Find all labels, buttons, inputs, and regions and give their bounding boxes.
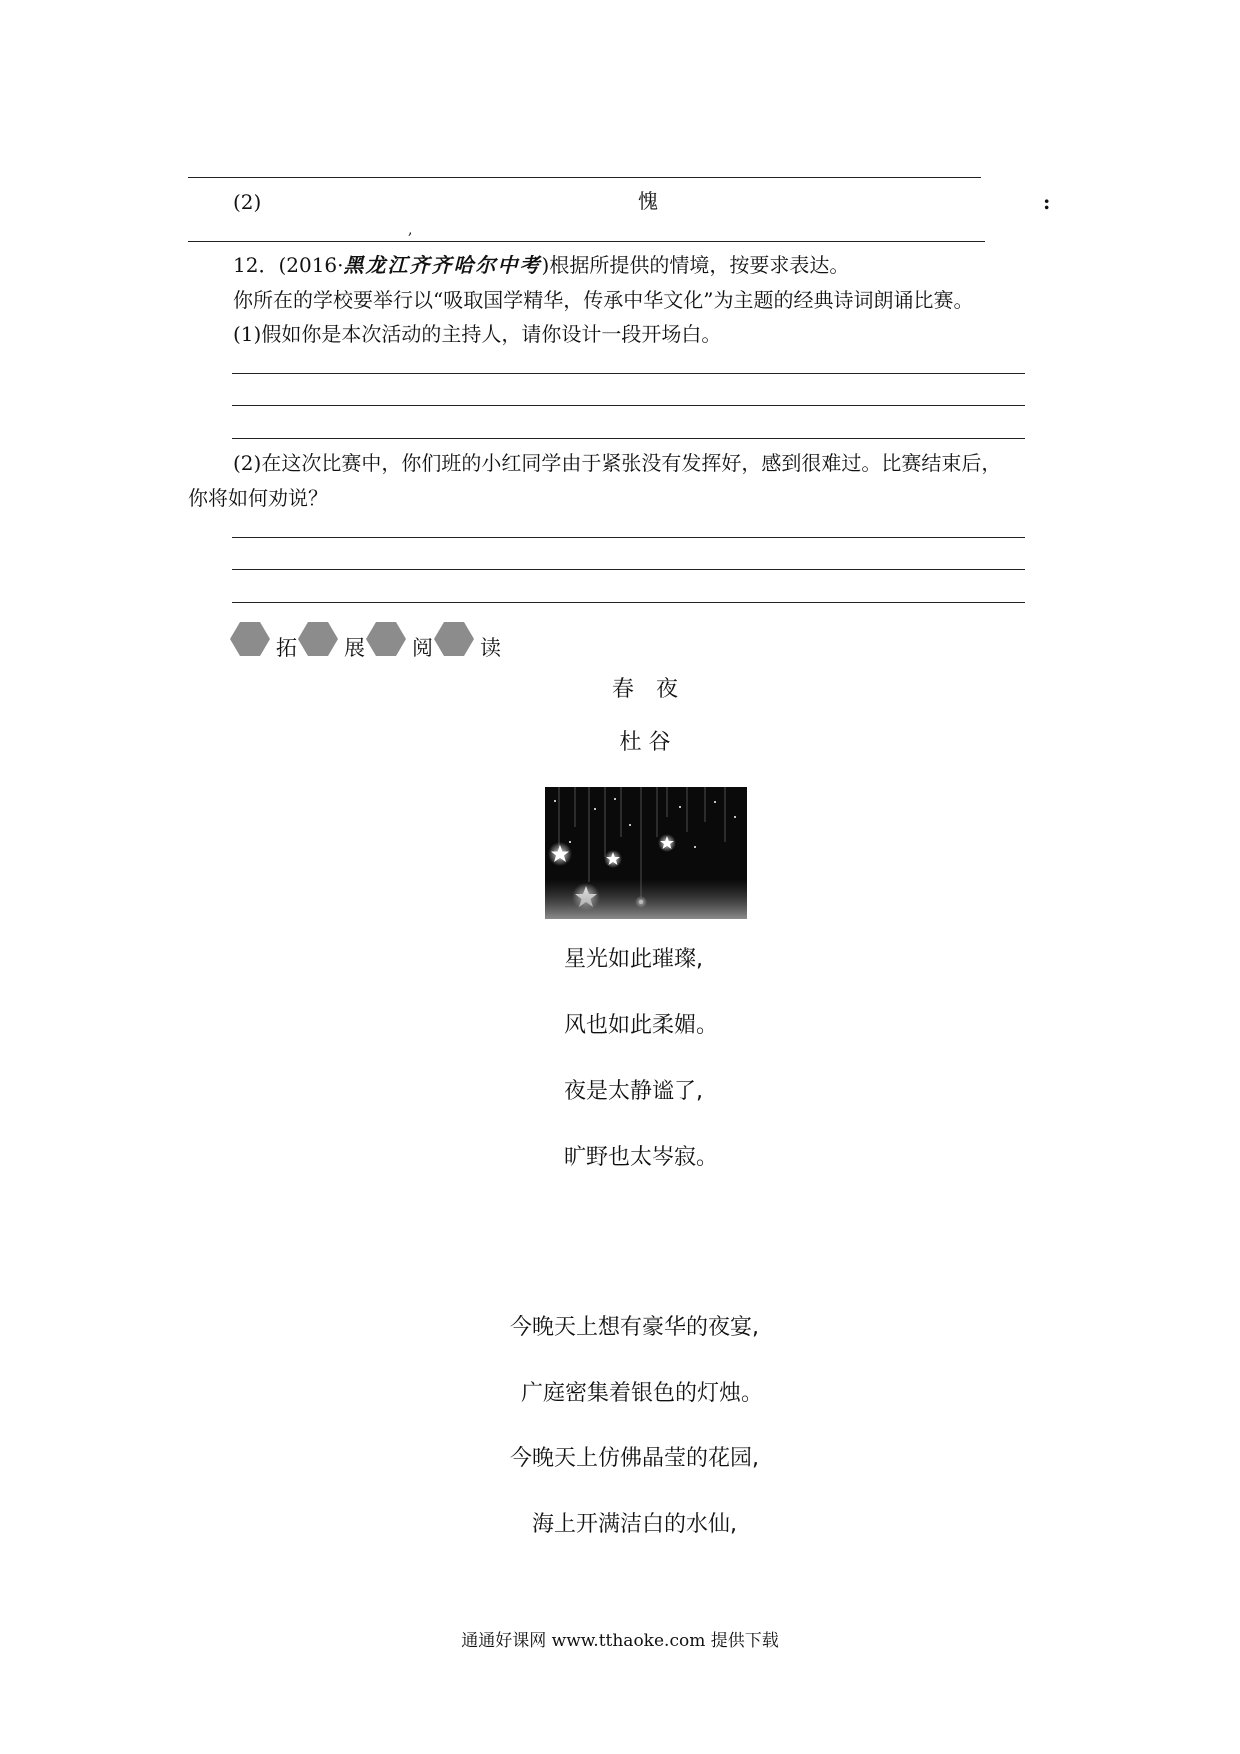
hexagon-icon bbox=[434, 622, 474, 656]
q12-part2-line1: (2)在这次比赛中，你们班的小红同学由于紧张没有发挥好，感到很难过。比赛结束后， bbox=[233, 451, 1002, 475]
answer-line bbox=[232, 405, 1025, 406]
q12-source: 黑龙江齐齐哈尔中考 bbox=[343, 253, 542, 277]
hexagon-icon bbox=[298, 622, 338, 656]
night-sky-graphic bbox=[545, 787, 747, 919]
section-char: 展 bbox=[344, 636, 365, 660]
poem-line: 风也如此柔媚。 bbox=[564, 1013, 719, 1038]
poem-title: 春 夜 bbox=[611, 677, 678, 702]
poem-line: 今晚天上仿佛晶莹的花园, bbox=[510, 1446, 759, 1471]
answer-line bbox=[232, 373, 1025, 374]
poem-author: 杜 谷 bbox=[619, 730, 671, 755]
poem-line: 海上开满洁白的水仙, bbox=[532, 1512, 737, 1537]
poem-line: 今晚天上想有豪华的夜宴, bbox=[510, 1315, 759, 1340]
q12-stem-text: )根据所提供的情境，按要求表达。 bbox=[541, 253, 850, 277]
section-char: 读 bbox=[480, 636, 501, 660]
q12-stem bbox=[233, 253, 849, 277]
footer-text: 通通好课网 www.tthaoke.com 提供下载 bbox=[461, 1631, 779, 1651]
answer-line bbox=[232, 438, 1025, 439]
hexagon-icon bbox=[230, 622, 270, 656]
section-char: 阅 bbox=[412, 636, 433, 660]
poem-line: 夜是太静谧了, bbox=[564, 1079, 703, 1104]
hexagon-icon bbox=[366, 622, 406, 656]
stray-comma: , bbox=[408, 222, 413, 238]
answer-line bbox=[232, 569, 1025, 570]
q12-number: 12． bbox=[233, 253, 279, 277]
section-char: 拓 bbox=[276, 636, 297, 660]
item-number: (2) bbox=[233, 190, 262, 214]
poem-line: 广庭密集着银色的灯烛。 bbox=[521, 1381, 764, 1406]
night-sky-illustration bbox=[545, 787, 747, 919]
answer-line-second bbox=[188, 241, 985, 242]
answer-line bbox=[232, 537, 1025, 538]
poem-line: 星光如此璀璨, bbox=[564, 947, 703, 972]
poem-line: 旷野也太岑寂。 bbox=[564, 1145, 719, 1170]
q12-context: 你所在的学校要举行以“吸取国学精华，传承中华文化”为主题的经典诗词朗诵比赛。 bbox=[233, 288, 974, 312]
q12-part1: (1)假如你是本次活动的主持人，请你设计一段开场白。 bbox=[233, 322, 722, 346]
q12-source-open: (2016· bbox=[278, 253, 344, 277]
item-colon: : bbox=[1043, 190, 1051, 214]
answer-line bbox=[232, 602, 1025, 603]
answer-line-top bbox=[188, 177, 981, 178]
item-char: 愧 bbox=[638, 189, 658, 213]
section-header bbox=[230, 622, 530, 666]
q12-part2-line2: 你将如何劝说？ bbox=[188, 486, 328, 510]
